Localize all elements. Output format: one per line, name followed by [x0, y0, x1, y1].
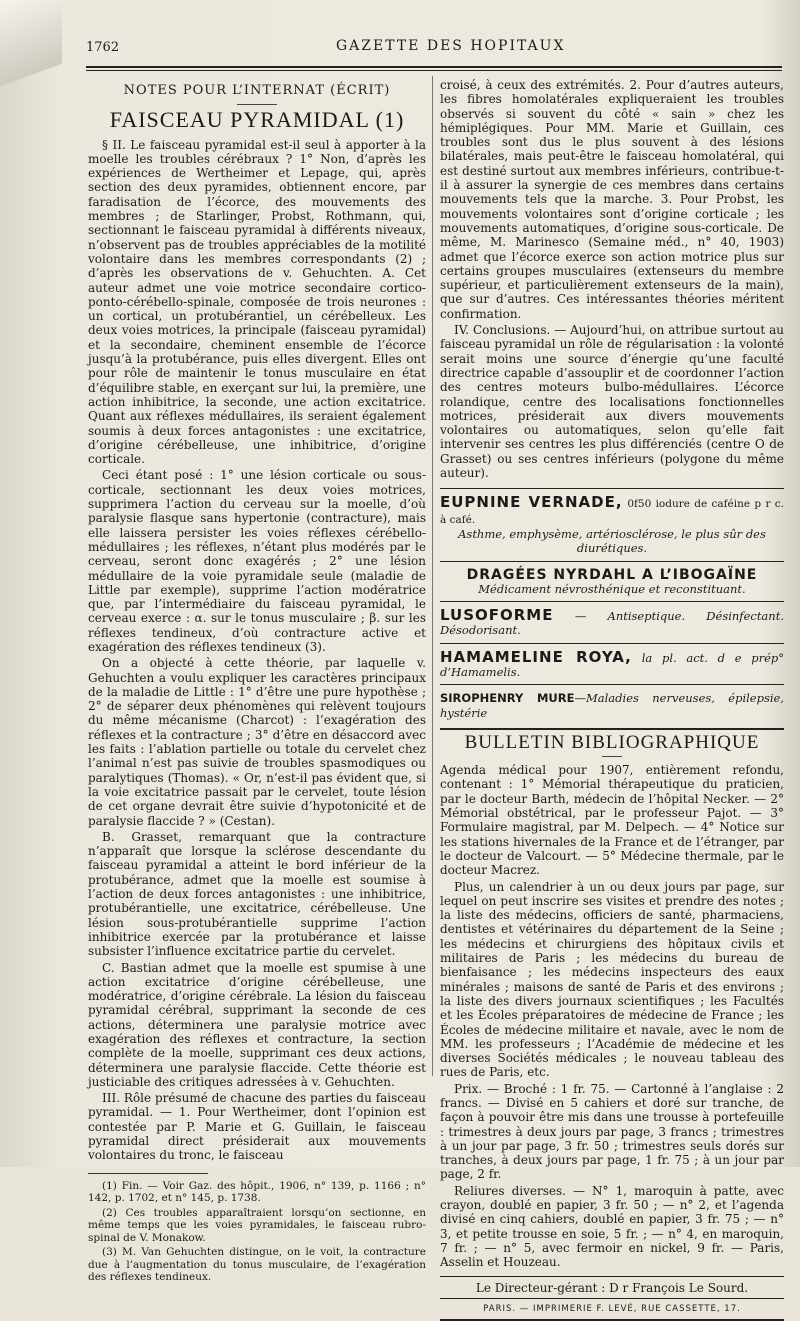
paragraph: croisé, à ceux des extrémités. 2. Pour d’autres auteurs, les fibres homolatérales expliqueraient les troubles observés si souvent du côté « sain » chez les hémiplégiques. Pour MM. Marie et Guillain, ces troubles sont dus le plus souvent à des lésions bilatérales, mais peut-être le faisceau homolatéral, qui est destiné surtout aux membres inférieurs, contribue-t-il à assurer la synergie de ces membres dans certains mouvements tels que la marche. 3. Pour Probst, les mouvements volontaires sont d’origine corticale ; les mouvements automatiques, d’origine sous-corticale. De même, M. Marinesco (Semaine méd., n° 40, 1903) admet que l’écorce exerce son action motrice plus sur certains groupes musculaires (extenseurs du membre supérieur, et particulièrement extenseurs de la main), que sur d’autres. Ces intéressantes théories méritent confirmation.	[440, 78, 784, 321]
ad-tail: la pl. act. d e prép° d’Hamamelis.	[440, 650, 784, 679]
paragraph: Plus, un calendrier à un ou deux jours par page, sur lequel on peut inscrire ses visites et prendre des notes ; la liste des médecins, officiers de santé, pharmaciens, dentistes et vétérinaires du département de la Seine ; les médecins et chirurgiens des hôpitaux civils et militaires de Paris ; les médecins du bureau de bienfaisance ; les médecins inspecteurs des eaux minérales ; maisons de santé de Paris et des environs ; la liste des divers journaux scientifiques ; les Facultés et les Écoles préparatoires de médecine de France ; les Écoles de médecine militaire et navale, avec le nom de MM. les professeurs ; l’Académie de médecine et les diverses Sociétés médicales ; le nouveau tableau des rues de Paris, etc.	[440, 879, 784, 1080]
header-rule-thin	[86, 70, 782, 71]
journal-title: GAZETTE DES HOPITAUX	[336, 38, 566, 54]
footnote-rule	[88, 1173, 208, 1174]
ad-name: SIROPHENRY MURE	[440, 691, 575, 706]
paragraph: Agenda médical pour 1907, entièrement refondu, contenant : 1° Mémorial thérapeutique du praticien, par le docteur Barth, médecin de l’hôpital Necker. — 2° Mémorial obstétrical, par le professeur Pajot. — 3° Formulaire magistral, par M. Delpech. — 4° Notice sur les stations hivernales de la France et de l’étranger, par le docteur de Valcourt. — 5° Médecine thermale, par le docteur Macrez.	[440, 763, 784, 878]
divider	[440, 1298, 784, 1299]
ad-name: HAMAMELINE ROYA,	[440, 647, 632, 666]
ad-description: Médicament névrosthénique et reconstituant.	[478, 581, 746, 596]
paragraph: On a objecté à cette théorie, par laquelle v. Gehuchten a voulu expliquer les caractères principaux de la maladie de Little : 1° d’être une pure hypothèse ; 2° de séparer deux phénomènes qui relèvent toujours du même mécanisme (Charcot) : l’exagération des réflexes et la contracture ; 3° d’être en désaccord avec les faits : l’ablation partielle ou totale du cervelet chez l’animal n’est pas suivie de troubles spasmodiques ou paralytiques (Thomas). « Or, n’est-il pas évident que, si la voie excitatrice passait par le cervelet, toute lésion de cet organe devrait être suivie d’hypotonicité et de paralysie flaccide ? » (Cestan).	[88, 656, 426, 828]
paragraph: Prix. — Broché : 1 fr. 75. — Cartonné à l’anglaise : 2 francs. — Divisé en 5 cahiers et doré sur tranche, de façon à pouvoir être mis dans une trousse à portefeuille : trimestres à deux jours par page, 3 francs ; trimestres à un jour par page, 3 fr. 50 ; trimestres seuls dorés sur tranches, à deux jours par page, 1 fr. 75 ; à un jour par page, 2 fr.	[440, 1081, 784, 1182]
printer-line: PARIS. — IMPRIMERIE F. LEVÉ, RUE CASSETTE, 17.	[483, 1303, 741, 1314]
paragraph: § II. Le faisceau pyramidal est-il seul à apporter à la moelle les troubles cérébraux ? 1° Non, d’après les expériences de Wertheimer et Lepage, qui, après section des deux pyramides, obtiennent encore, par faradisation de l’écorce, des mouvements des membres ; de Starlinger, Probst, Rothmann, qui, sectionnant le faisceau pyramidal à différents niveaux, n’observent pas de troubles appréciables de la motilité volontaire dans les membres correspondants (2) ; d’après les observations de v. Gehuchten. A. Cet auteur admet une voie motrice secondaire cortico-ponto-cérébello-spinale, composée de trois neurones : un cortical, un protubérantiel, un cérébelleux. Les deux voies motrices, la principale (faisceau pyramidal) et la secondaire, cheminent ensemble de l’écorce jusqu’à la protubérance, puis elles divergent. Elles ont pour rôle de maintenir le tonus musculaire en état d’équilibre stable, en exerçant sur lui, la première, une action inhibitrice, la seconde, une action excitatrice. Quant aux réflexes médullaires, ils seraient également soumis à deux forces antagonistes : une excitatrice, d’origine cérébelleuse, une inhibitrice, d’origine corticale.	[88, 137, 426, 467]
divider	[602, 756, 622, 757]
footnote: (1) Fin. — Voir Gaz. des hôpit., 1906, n° 139, p. 1166 ; n° 142, p. 1702, et n° 145, p. 1738.	[88, 1179, 426, 1205]
left-column	[88, 78, 426, 1284]
folded-corner	[0, 0, 62, 120]
paragraph: IV. Conclusions. — Aujourd’hui, on attribue surtout au faisceau pyramidal un rôle de régularisation : la volonté serait moins une source d’énergie qu’une faculté directrice capable d’assouplir et de coordonner l’action des centres moteurs bulbo-médullaires. L’écorce rolandique, centre des localisations fonctionnelles motrices, présiderait aux divers mouvements volontaires ou automatiques, selon qu’elle fait intervenir ses centres les plus différenciés (centre O de Grasset) ou ses centres inférieurs (polygone du même auteur).	[440, 323, 784, 481]
section-title: NOTES POUR L’INTERNAT (ÉCRIT)	[123, 83, 391, 98]
paragraph: C. Bastian admet que la moelle est spumise à une action excitatrice d’origine cérébelleuse, une modératrice, d’origine cérébrale. La lésion du faisceau pyramidal cérébral, supprimant la seconde de ces actions, déterminera une paralysie motrice avec exagération des réflexes et contracture, la section complète de la moelle, supprimant ces deux actions, déterminera une paralysie flaccide. Cette théorie est justiciable des critiques adressées à v. Gehuchten.	[88, 960, 426, 1089]
paragraph: Ceci étant posé : 1° une lésion corticale ou sous-corticale, sectionnant les deux voies motrices, supprimera l’action du cerveau sur la moelle, d’où paralysie flasque sans hypertonie (contracture), mais elle laissera persister les voies réflexes cérébello-médullaires ; les réflexes, n’étant plus modérés par le cerveau, seront donc exagérés ; 2° une lésion médullaire de la voie pyramidale seule (maladie de Little par exemple), supprime l’action modératrice que, par l’intermédiaire du faisceau pyramidal, le cerveau exerce : α. sur le tonus musculaire ; β. sur les réflexes tendineux, d’où contracture active et exagération des réflexes tendineux (3).	[88, 468, 426, 654]
page-number: 1762	[86, 40, 120, 55]
right-column	[440, 78, 785, 1314]
ad-name: EUPNINE VERNADE,	[440, 493, 623, 512]
divider	[237, 104, 277, 105]
paragraph: B. Grasset, remarquant que la contracture n’apparaît que lorsque la sclérose descendante du faisceau pyramidal a atteint le bord inférieur de la protubérance, admet que la moelle est soumise à l’action de deux forces antagonistes : une inhibitrice, protubérantielle, une excitatrice, cérébelleuse. Une lésion sous-protubérantielle supprime l’action inhibitrice exercée par la protubérance et laisse subsister l’influence excitatrice partie du cervelet.	[88, 829, 426, 959]
paragraph: Reliures diverses. — N° 1, maroquin à patte, avec crayon, doublé en papier, 3 fr. 50 ; — n° 2, et l’agenda divisé en cinq cahiers, doublé en papier, 3 fr. 75 ; — n° 3, et petite trousse en soie, 5 fr. ; — n° 4, en maroquin, 7 fr. ; — n° 5, avec fermoir en nickel, 9 fr. — Paris, Asselin et Houzeau.	[440, 1183, 784, 1270]
article-title: FAISCEAU PYRAMIDAL (1)	[109, 107, 405, 133]
header-rule	[86, 66, 782, 68]
advertisement	[440, 601, 784, 643]
advertisement	[440, 684, 784, 725]
page-header	[86, 36, 776, 66]
ad-tail: — Antiseptique. Désinfectant. Désodorisant.	[440, 609, 784, 638]
footnote: (3) M. Van Gehuchten distingue, on le voit, la contracture due à l’augmentation du tonus musculaire, de l’exagération des réflexes tendineux.	[88, 1246, 426, 1284]
advertisement	[440, 643, 784, 685]
divider	[440, 728, 784, 730]
paragraph: III. Rôle présumé de chacune des parties du faisceau pyramidal. — 1. Pour Wertheimer, dont l’opinion est contestée par P. Marie et G. Guillain, le faisceau pyramidal direct présiderait aux mouvements volontaires du tronc, le faisceau	[88, 1091, 426, 1163]
ad-name: LUSOFORME	[440, 606, 554, 625]
ad-description: Asthme, emphysème, artériosclérose, le plus sûr des diurétiques.	[458, 526, 766, 556]
advertisement	[440, 561, 784, 602]
ad-tail: —Maladies nerveuses, épilepsie, hystérie	[440, 691, 785, 720]
ad-tail: 0f50 iodure de caféine p r c. à café.	[440, 498, 784, 526]
bibliography-title: BULLETIN BIBLIOGRAPHIQUE	[464, 731, 760, 753]
footnote: (2) Ces troubles apparaîtraient lorsqu’on sectionne, en même temps que les voies pyramidales, le faisceau rubro-spinal de V. Monakow.	[88, 1206, 426, 1244]
ad-name: DRAGÉES NYRDAHL A L’IBOGAÏNE	[466, 566, 758, 583]
column-divider	[432, 76, 433, 1076]
advertisement	[440, 488, 784, 560]
director-line: Le Directeur-gérant : D r François Le Sourd.	[440, 1276, 784, 1295]
